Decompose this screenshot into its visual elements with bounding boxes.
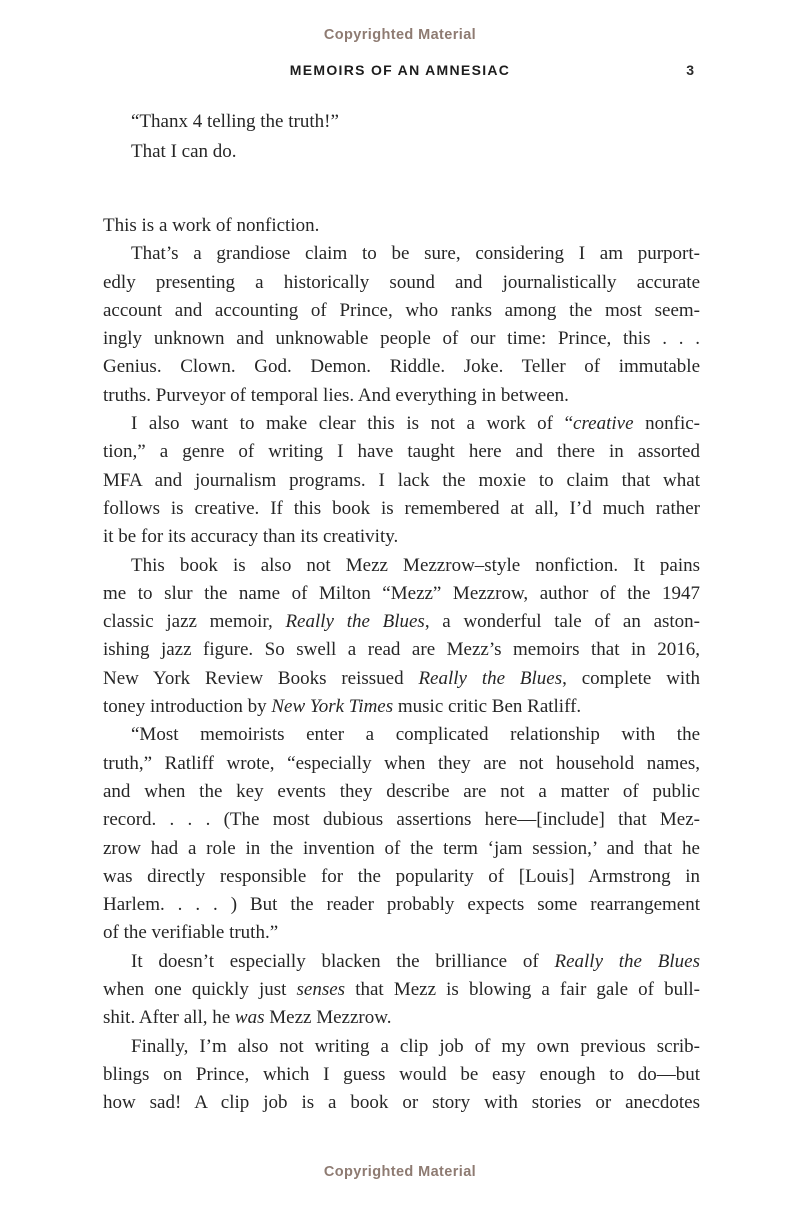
text-segment: Harlem. . . . ) But the reader probably expects some rearrangement (103, 894, 700, 916)
paragraph (103, 721, 700, 947)
text-line (103, 269, 700, 297)
text-segment: it be for its accuracy than its creativity. (103, 526, 399, 548)
epigraph-line: That I can do. (131, 141, 237, 162)
text-line (103, 1033, 700, 1061)
text-segment: I also want to make clear this is not a work of “ (131, 413, 574, 435)
text-segment: and when the key events they describe are not a matter of public (103, 780, 700, 802)
text-line (103, 721, 700, 749)
text-segment: record. . . . (The most dubious assertions here—[include] that Mez- (103, 809, 700, 831)
text-segment: nonfic- (633, 413, 700, 435)
copyright-notice-bottom: Copyrighted Material (323, 1164, 477, 1180)
text-line (103, 750, 700, 778)
text-segment: that Mezz is blowing a fair gale of bull- (345, 979, 700, 1001)
paragraph (103, 410, 700, 551)
text-line (103, 438, 700, 466)
text-segment: of the verifiable truth.” (103, 922, 279, 944)
paragraph (103, 212, 700, 240)
page-number: 3 (686, 62, 694, 78)
text-line (103, 891, 700, 919)
text-line (103, 495, 700, 523)
text-line (103, 382, 700, 410)
text-segment: , a wonderful tale of an aston- (424, 611, 701, 633)
text-segment: follows is creative. If this book is remembered at all, I’d much rather (103, 497, 700, 519)
text-line (103, 806, 700, 834)
text-segment: Finally, I’m also not writing a clip job of my own previous scrib- (131, 1035, 700, 1057)
italic-text: Really the Blues (418, 667, 563, 689)
italic-text: creative (573, 413, 634, 435)
text-line (103, 665, 700, 693)
paragraph (103, 240, 700, 410)
text-segment: classic jazz memoir, (103, 611, 286, 633)
text-segment: music critic Ben Ratliff. (393, 696, 582, 718)
text-line (103, 778, 700, 806)
text-segment: shit. After all, he (103, 1007, 235, 1029)
text-segment: zrow had a role in the invention of the term ‘jam session,’ and that he (103, 837, 700, 859)
text-segment: account and accounting of Prince, who ranks among the most seem- (103, 299, 700, 321)
epigraph (131, 107, 339, 167)
text-line (103, 467, 700, 495)
text-segment: MFA and journalism programs. I lack the moxie to claim that what (103, 469, 700, 491)
text-segment: how sad! A clip job is a book or story with stories or anecdotes (103, 1092, 700, 1114)
text-segment: when one quickly just (103, 979, 297, 1001)
text-segment: was directly responsible for the popularity of [Louis] Armstrong in (103, 865, 700, 887)
paragraph (103, 552, 700, 722)
text-line (103, 1061, 700, 1089)
text-segment: This book is also not Mezz Mezzrow–style nonfiction. It pains (131, 554, 700, 576)
epigraph-line: “Thanx 4 telling the truth!” (131, 111, 339, 132)
text-line (103, 297, 700, 325)
text-segment: Genius. Clown. God. Demon. Riddle. Joke. Teller of immutable (103, 356, 700, 378)
text-line (103, 212, 700, 240)
paragraph (103, 1033, 700, 1118)
text-line (103, 608, 700, 636)
text-segment: me to slur the name of Milton “Mezz” Mezzrow, author of the 1947 (103, 582, 700, 604)
text-line (103, 410, 700, 438)
text-line (103, 948, 700, 976)
paragraph (103, 948, 700, 1033)
text-line (103, 863, 700, 891)
text-segment: New York Review Books reissued (103, 667, 419, 689)
text-line (103, 523, 700, 551)
text-segment: toney introduction by (103, 696, 272, 718)
text-line (103, 835, 700, 863)
text-line (103, 693, 700, 721)
text-segment: truths. Purveyor of temporal lies. And everything in between. (103, 384, 569, 406)
text-segment: That’s a grandiose claim to be sure, considering I am purport- (131, 243, 700, 265)
italic-text: Really the Blues (285, 611, 425, 633)
text-segment: truth,” Ratliff wrote, “especially when they are not household names, (103, 752, 700, 774)
text-segment: Mezz Mezzrow. (264, 1007, 392, 1029)
text-line (103, 636, 700, 664)
body-text (103, 212, 700, 1118)
italic-text: New York Times (271, 696, 394, 718)
text-segment: , complete with (562, 667, 700, 689)
text-line (103, 976, 700, 1004)
text-segment: ishing jazz figure. So swell a read are Mezz’s memoirs that in 2016, (103, 639, 700, 661)
text-segment: blings on Prince, which I guess would be easy enough to do—but (103, 1063, 700, 1085)
text-line (103, 1004, 700, 1032)
text-line (103, 325, 700, 353)
text-segment: ingly unknown and unknowable people of our time: Prince, this . . . (103, 328, 700, 350)
text-line (103, 353, 700, 381)
italic-text: Really the Blues (554, 950, 700, 972)
text-line (103, 1089, 700, 1117)
text-segment: It doesn’t especially blacken the brilliance of (131, 950, 555, 972)
italic-text: was (234, 1007, 265, 1029)
text-segment: This is a work of nonfiction. (103, 215, 320, 236)
italic-text: senses (296, 979, 346, 1001)
text-line (103, 580, 700, 608)
text-segment: tion,” a genre of writing I have taught here and there in assorted (103, 441, 700, 463)
text-line (103, 919, 700, 947)
text-segment: edly presenting a historically sound and journalistically accurate (103, 271, 700, 293)
text-segment: “Most memoirists enter a complicated relationship with the (131, 724, 700, 746)
text-line (103, 240, 700, 268)
text-line (103, 552, 700, 580)
copyright-notice-top: Copyrighted Material (323, 27, 477, 43)
running-head: MEMOIRS OF AN AMNESIAC (289, 62, 511, 78)
